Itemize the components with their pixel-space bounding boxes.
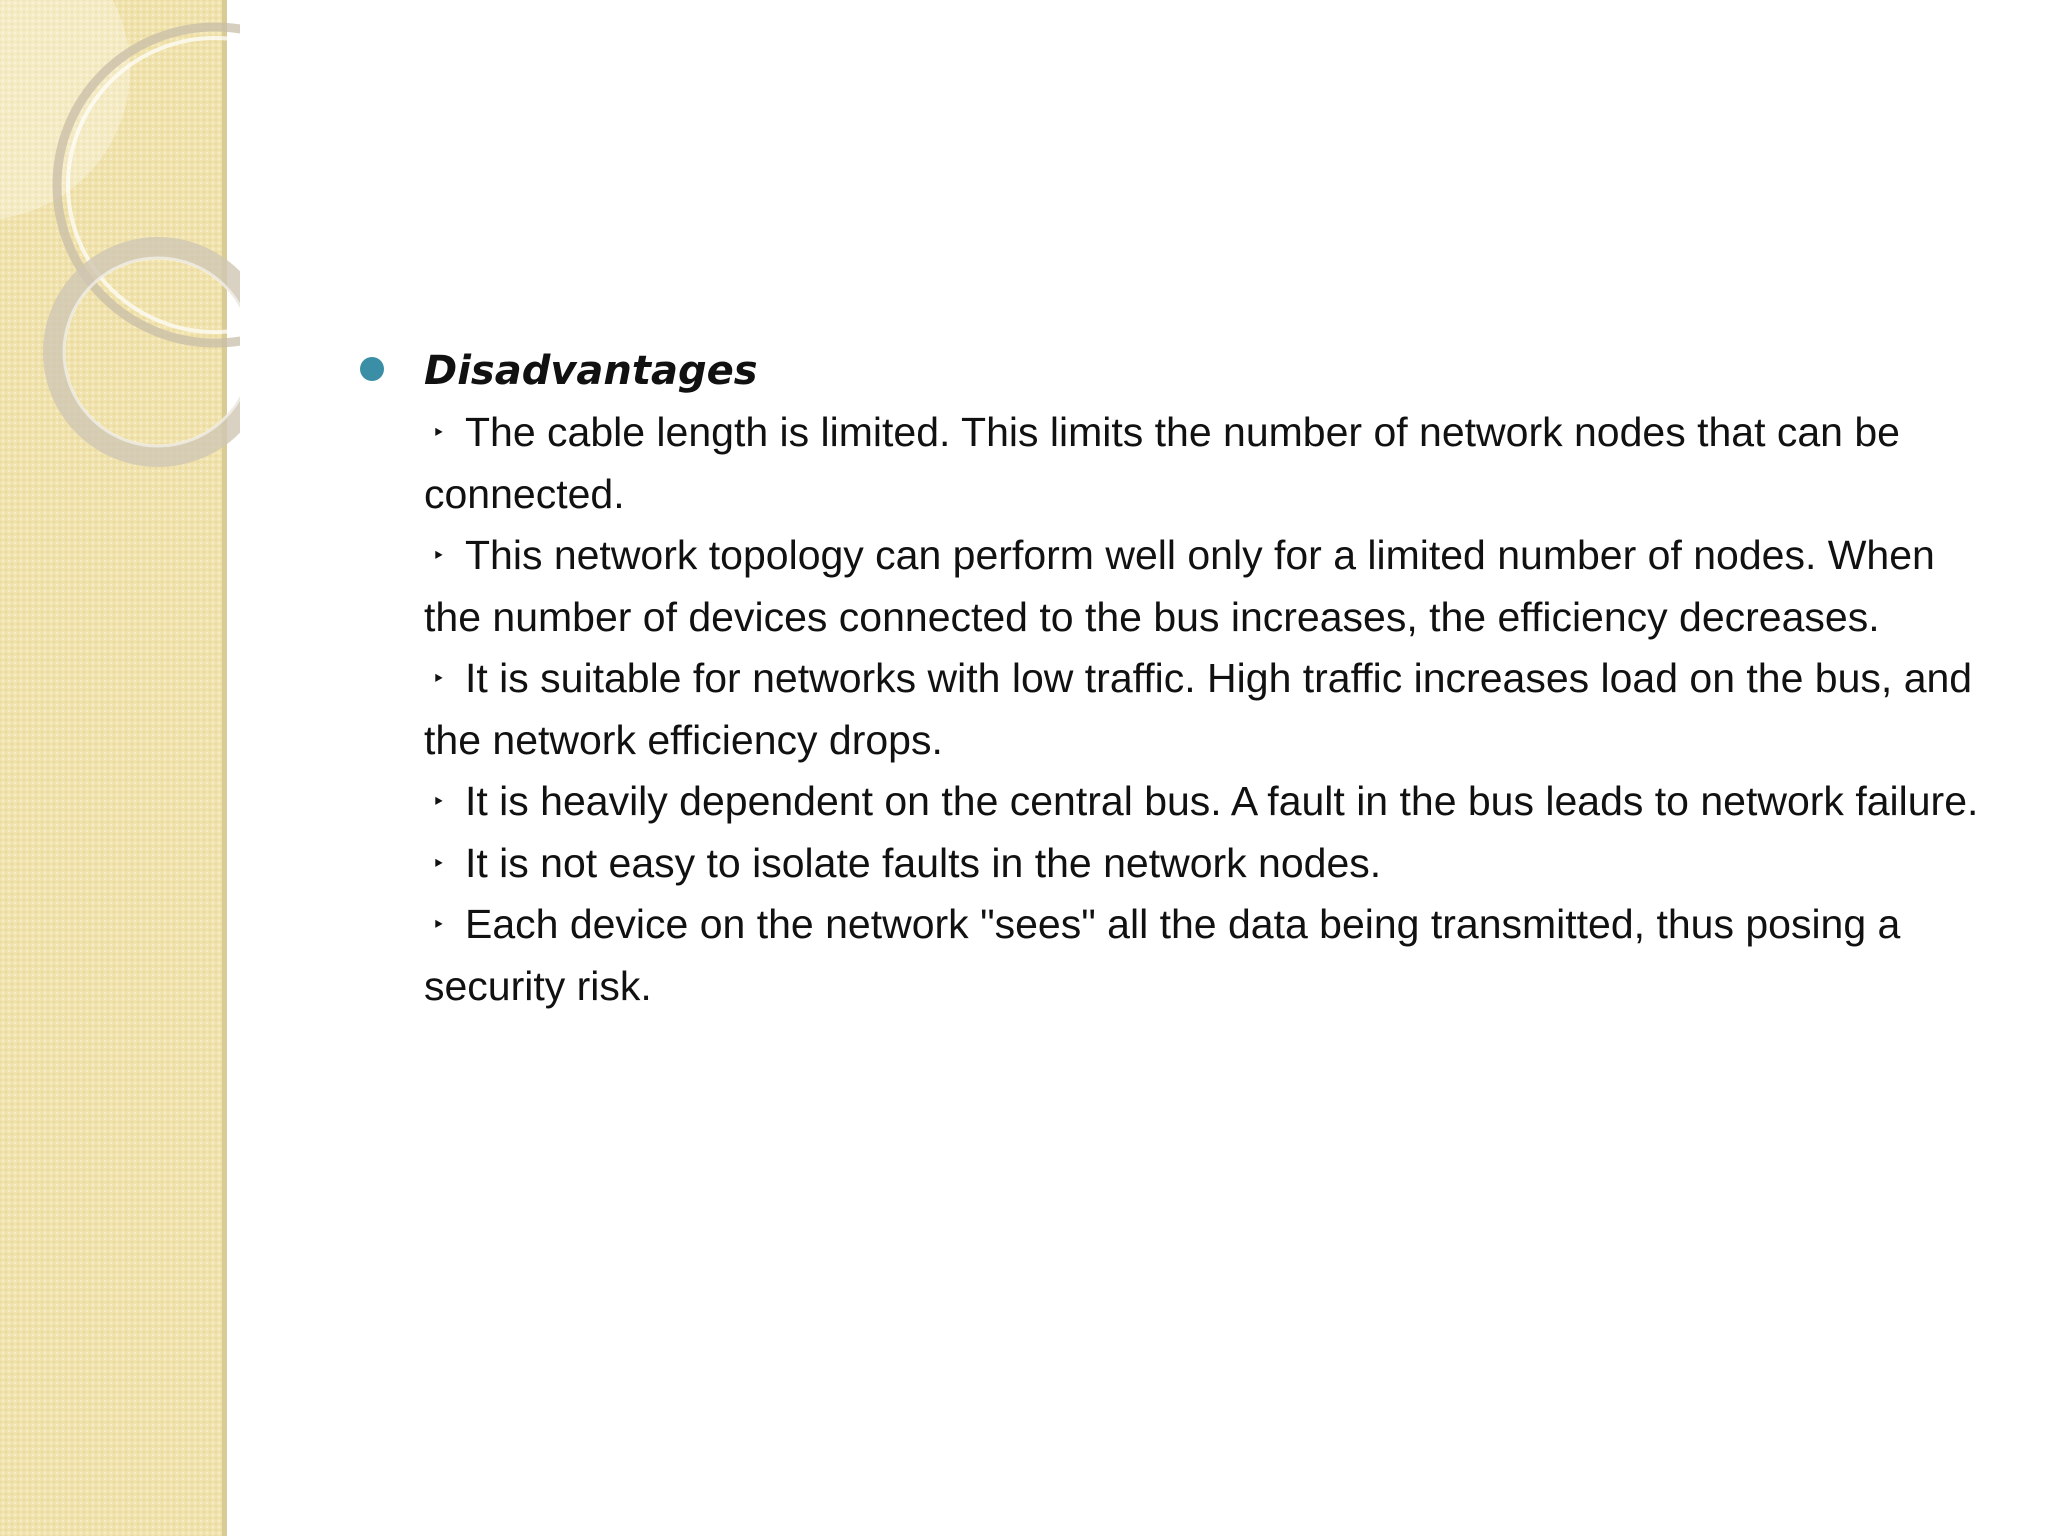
- list-item: [424, 525, 1980, 648]
- triangle-bullet-icon: ‣: [432, 912, 445, 937]
- decorative-side-panel: [0, 0, 226, 1536]
- list-item-text: It is not easy to isolate faults in the network nodes.: [464, 839, 1382, 886]
- list-item: [424, 402, 1980, 525]
- list-item: [424, 771, 1980, 833]
- list-item-text: This network topology can perform well only for a limited number of nodes. When the number of devices connected to the bus increases, the efficiency decreases.: [424, 532, 1935, 640]
- section-heading: Disadvantages: [424, 348, 758, 394]
- heading-row: [360, 340, 1980, 402]
- list-item: [424, 648, 1980, 771]
- list-item-text: It is suitable for networks with low traffic. High traffic increases load on the bus, and the network efficiency drops.: [424, 655, 1973, 763]
- list-item: [424, 894, 1980, 1017]
- side-panel-edge: [222, 0, 227, 1536]
- slide-content: [360, 340, 1980, 1017]
- triangle-bullet-icon: ‣: [432, 789, 445, 814]
- disadvantages-list: [360, 402, 1980, 1017]
- bullet-dot-icon: [360, 357, 384, 381]
- triangle-bullet-icon: ‣: [432, 420, 445, 445]
- list-item: [424, 833, 1980, 895]
- triangle-bullet-icon: ‣: [432, 850, 445, 876]
- triangle-bullet-icon: ‣: [432, 543, 445, 568]
- list-item-text: The cable length is limited. This limits the number of network nodes that can be connected.: [424, 409, 1900, 517]
- list-item-text: It is heavily dependent on the central bus. A fault in the bus leads to network failure.: [464, 778, 1979, 824]
- triangle-bullet-icon: ‣: [432, 666, 445, 691]
- list-item-text: Each device on the network "sees" all the data being transmitted, thus posing a security risk.: [424, 901, 1901, 1009]
